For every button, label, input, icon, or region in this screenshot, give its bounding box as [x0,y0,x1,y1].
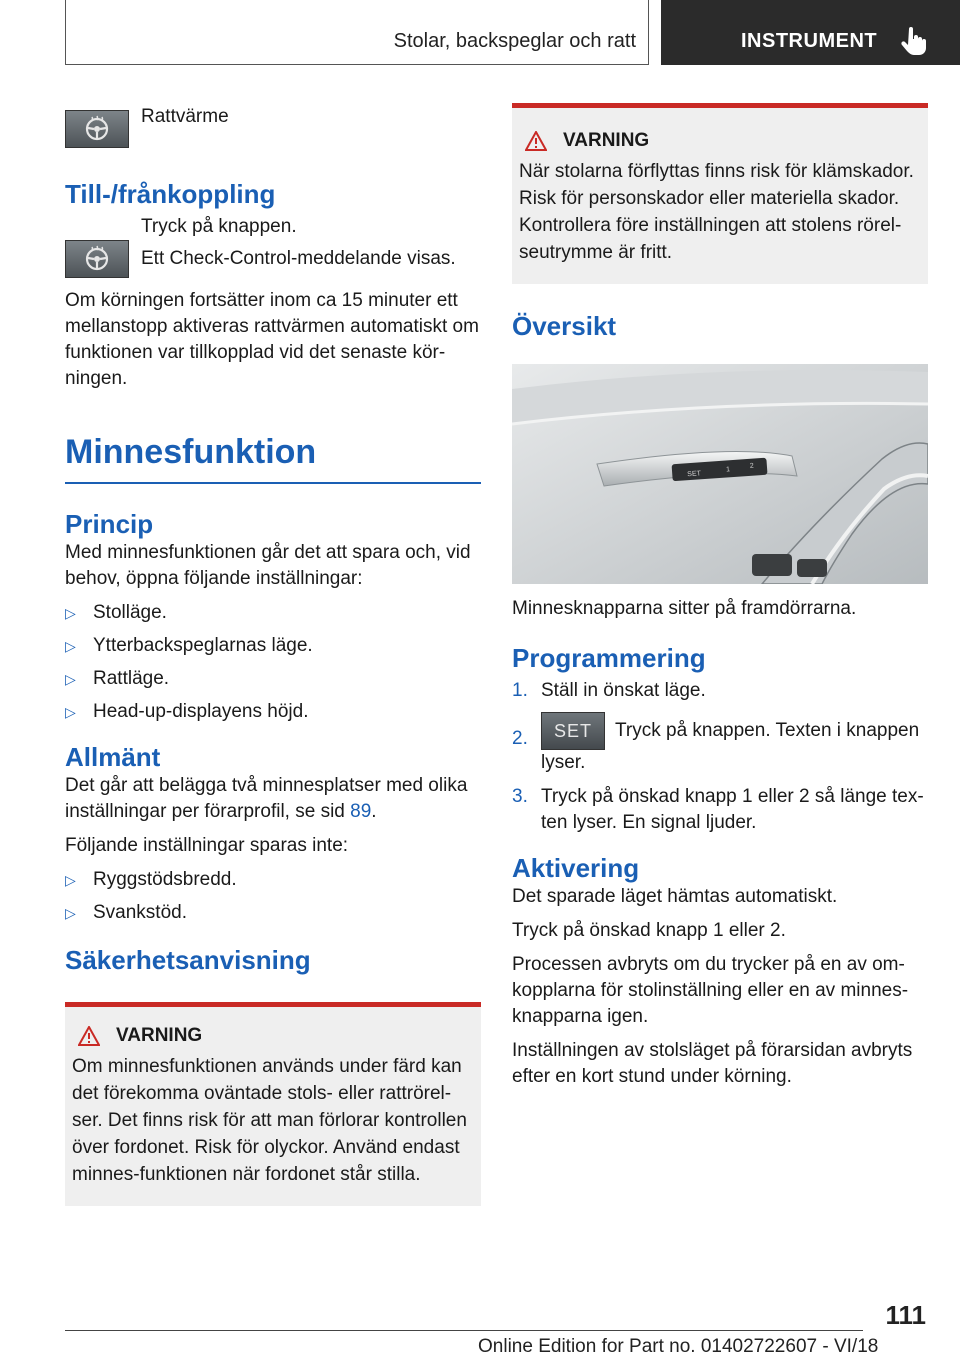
steering-heat-item [65,100,481,148]
header-chapter-title: INSTRUMENT [741,30,878,52]
steering-heat-button-image-2 [65,240,129,278]
switch-step-press: Tryck på knappen. [141,216,297,237]
warning-text: Om minnesfunktionen används under färd kan det förekomma oväntade stols- eller rattrörelser. Det finns risk för att man förlorar kontrollen över fordonet. Risk för olyckor. Använd endast minnes-funktionen när fordonet står stilla. [72,1056,467,1185]
set-button-image: SET [541,712,605,750]
list-item: 3. Tryck på önskad knapp 1 eller 2 så länge texten lyser. En signal ljuder. [512,784,928,836]
heading-rule [65,482,481,484]
heading-safety: Säkerhetsanvisning [65,945,311,975]
triangle-bullet-icon: ▷ [65,872,76,888]
page-number: 111 [885,1300,926,1330]
photo-caption: Minnesknapparna sitter på framdörrarna. [512,598,857,619]
activation-paragraph-4: Inställningen av stolsläget på förarsidan avbryts efter en kort stund under körning. [512,1040,913,1087]
triangle-bullet-icon: ▷ [65,671,76,687]
list-item: ▷ Head-up-displayens höjd. [65,699,481,725]
page-link[interactable]: 89 [350,801,372,822]
list-item: ▷ Ytterbackspeglarnas läge. [65,633,481,659]
heading-activation: Aktivering [512,853,640,883]
principle-list [65,600,481,725]
warning-title: VARNING [563,130,650,151]
triangle-bullet-icon: ▷ [65,605,76,621]
heading-overview: Översikt [512,311,617,341]
warning-triangle-icon [78,1026,100,1046]
heading-programming: Programmering [512,643,706,673]
right-column [512,103,928,1098]
list-item: 2. SET Tryck på knappen. Texten i knappen lyser. [512,712,928,776]
heading-general: Allmänt [65,742,161,772]
svg-text:2: 2 [749,462,755,470]
heading-switch: Till-/frånkoppling [65,179,276,209]
list-item: 1. Ställ in önskat läge. [512,678,928,704]
triangle-bullet-icon: ▷ [65,905,76,921]
left-column [65,100,481,1206]
triangle-bullet-icon: ▷ [65,704,76,720]
auto-activation-paragraph: Om körningen fortsätter inom ca 15 minuter ett mellanstopp aktiveras rattvärmen automatiskt om funktionen var tillkopplad vid det senaste körningen. [65,290,479,389]
not-saved-paragraph: Följande inställningar sparas inte: [65,835,349,856]
door-memory-buttons-photo [512,364,928,584]
svg-text:SET: SET [687,470,702,479]
footer-edition: Online Edition for Part no. 01402722607 - VI/18 [478,1336,879,1357]
warning-triangle-icon [525,131,547,151]
steering-wheel-heat-icon [83,245,111,273]
activation-paragraph-2: Tryck på önskad knapp 1 eller 2. [512,920,786,941]
triangle-bullet-icon: ▷ [65,638,76,654]
list-item: ▷ Rattläge. [65,666,481,692]
heading-principle: Princip [65,509,154,539]
footer-rule [65,1330,863,1331]
steering-wheel-heat-icon [83,115,111,143]
warning-title: VARNING [116,1025,203,1046]
switch-steps [65,214,481,278]
steering-heat-button-image [65,110,129,148]
programming-steps [512,678,928,836]
warning-text: När stolarna förflyttas finns risk för klämskador. Risk för personskador eller materiella skador. Kontrollera före inställningen att stolens rörelseutrymme är fritt. [519,161,914,263]
step-number: 2. [512,728,528,749]
header-section-box [65,0,649,65]
principle-paragraph: Med minnesfunktionen går det att spara och, vid behov, öppna följande inställningar: [65,542,471,589]
not-saved-list [65,867,481,926]
heading-memory-function: Minnesfunktion [65,433,317,471]
activation-paragraph-3: Processen avbryts om du trycker på en av omkopplarna för stolinställning eller en av minnesknapparna igen. [512,954,909,1027]
memory-function-section [65,432,481,484]
pointing-hand-icon [901,27,927,55]
step-number: 3. [512,786,528,807]
list-item: ▷ Svankstöd. [65,900,481,926]
step-number: 1. [512,680,528,701]
switch-step-message: Ett Check-Control-meddelande visas. [141,248,456,269]
warning-box-seats [512,103,928,284]
svg-text:1: 1 [725,466,731,474]
list-item: ▷ Stolläge. [65,600,481,626]
activation-paragraph-1: Det sparade läget hämtas automatiskt. [512,886,838,907]
header-chapter-tab[interactable] [661,0,960,65]
header-section-title: Stolar, backspeglar och ratt [393,30,636,52]
general-paragraph: Det går att belägga två minnesplatser med olika inställningar per förarprofil, se sid 89. [65,775,468,822]
steering-heat-label: Rattvärme [141,106,229,127]
warning-box-memory [65,1002,481,1206]
list-item: ▷ Ryggstödsbredd. [65,867,481,893]
